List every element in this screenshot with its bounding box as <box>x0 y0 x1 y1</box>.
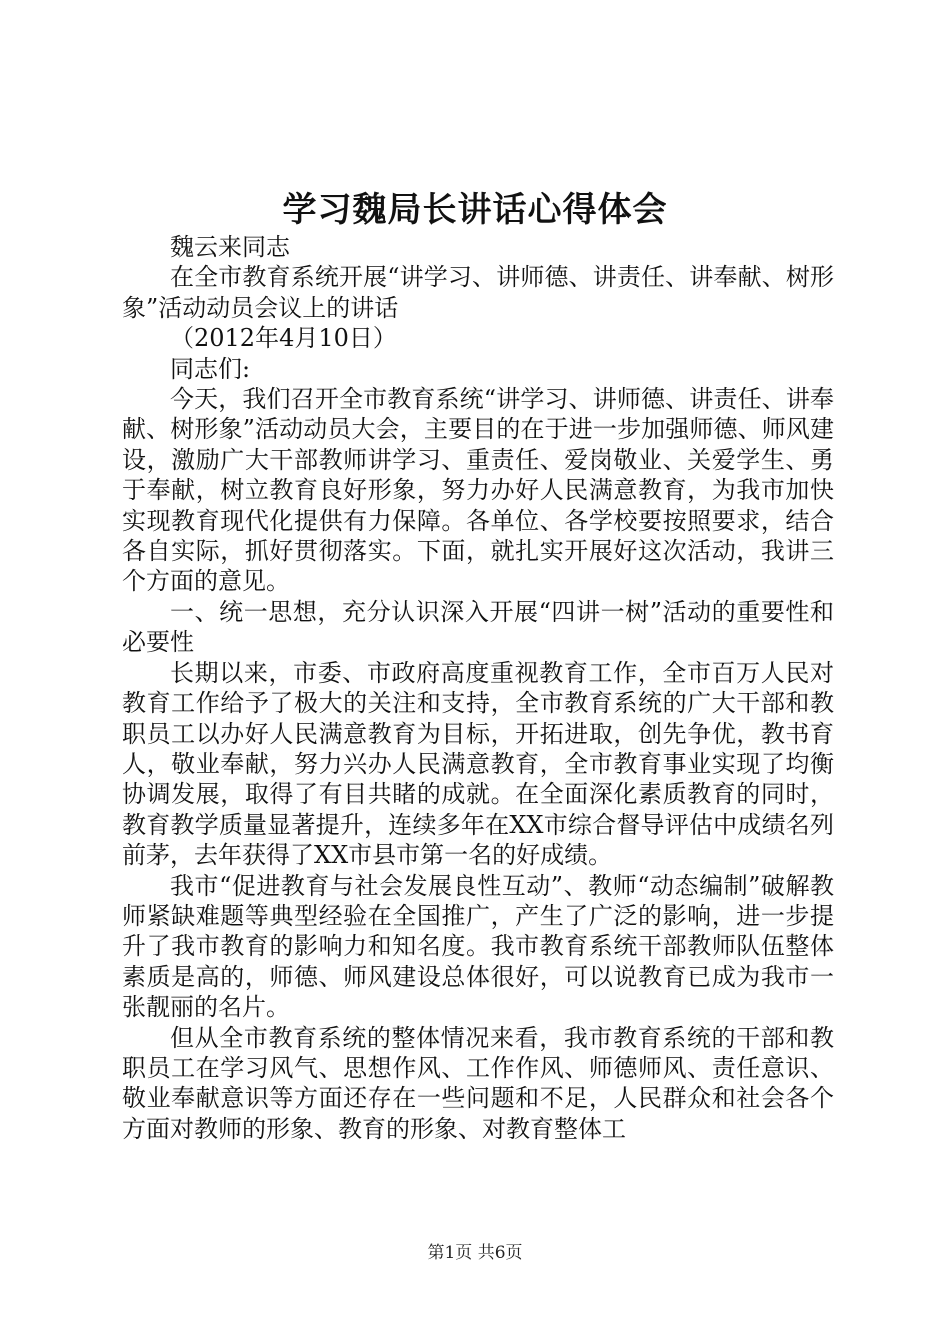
paragraph-intro: 今天，我们召开全市教育系统“讲学习、讲师德、讲责任、讲奉献、树形象”活动动员大会，主要目的在于进一步加强师德、师风建设，激励广大干部教师讲学习、重责任、爱岗敬业、关爱学生、勇于奉献，树立教育良好形象，努力办好人民满意教育，为我市加快实现教育现代化提供有力保障。各单位、各学校要按照要求，结合各自实际，抓好贯彻落实。下面，就扎实开展好这次活动，我讲三个方面的意见。 <box>122 385 834 596</box>
section-heading-1: 一、统一思想，充分认识深入开展“四讲一树”活动的重要性和必要性 <box>122 597 834 657</box>
paragraph-date: （2012年4月10日） <box>170 324 397 353</box>
page-footer: 第1页 共6页 <box>427 1243 523 1263</box>
document-body <box>122 232 834 1144</box>
paragraph-achievements: 长期以来，市委、市政府高度重视教育工作，全市百万人民对教育工作给予了极大的关注和支持，全市教育系统的广大干部和教职员工以办好人民满意教育为目标，开拓进取，创先争优，教书育人，敬业奉献，努力兴办人民满意教育，全市教育事业实现了均衡协调发展，取得了有目共睹的成就。在全面深化素质教育的同时，教育教学质量显著提升，连续多年在XX市综合督导评估中成绩名列前茅，去年获得了XX市县市第一名的好成绩。 <box>122 658 834 870</box>
paragraph-problems: 但从全市教育系统的整体情况来看，我市教育系统的干部和教职员工在学习风气、思想作风、工作作风、师德师风、责任意识、敬业奉献意识等方面还存在一些问题和不足，人民群众和社会各个方面对教师的形象、教育的形象、对教育整体工 <box>122 1023 834 1143</box>
paragraph-speech-title: 在全市教育系统开展“讲学习、讲师德、讲责任、讲奉献、树形象”活动动员会议上的讲话 <box>122 263 834 322</box>
paragraph-author: 魏云来同志 <box>170 233 290 261</box>
paragraph-salutation: 同志们: <box>170 354 251 383</box>
document-title: 学习魏局长讲话心得体会 <box>282 190 668 230</box>
paragraph-experience: 我市“促进教育与社会发展良性互动”、教师“动态编制”破解教师紧缺难题等典型经验在全国推广，产生了广泛的影响，进一步提升了我市教育的影响力和知名度。我市教育系统干部教师队伍整体素质是高的，师德、师风建设总体很好，可以说教育已成为我市一张靓丽的名片。 <box>122 871 834 1022</box>
